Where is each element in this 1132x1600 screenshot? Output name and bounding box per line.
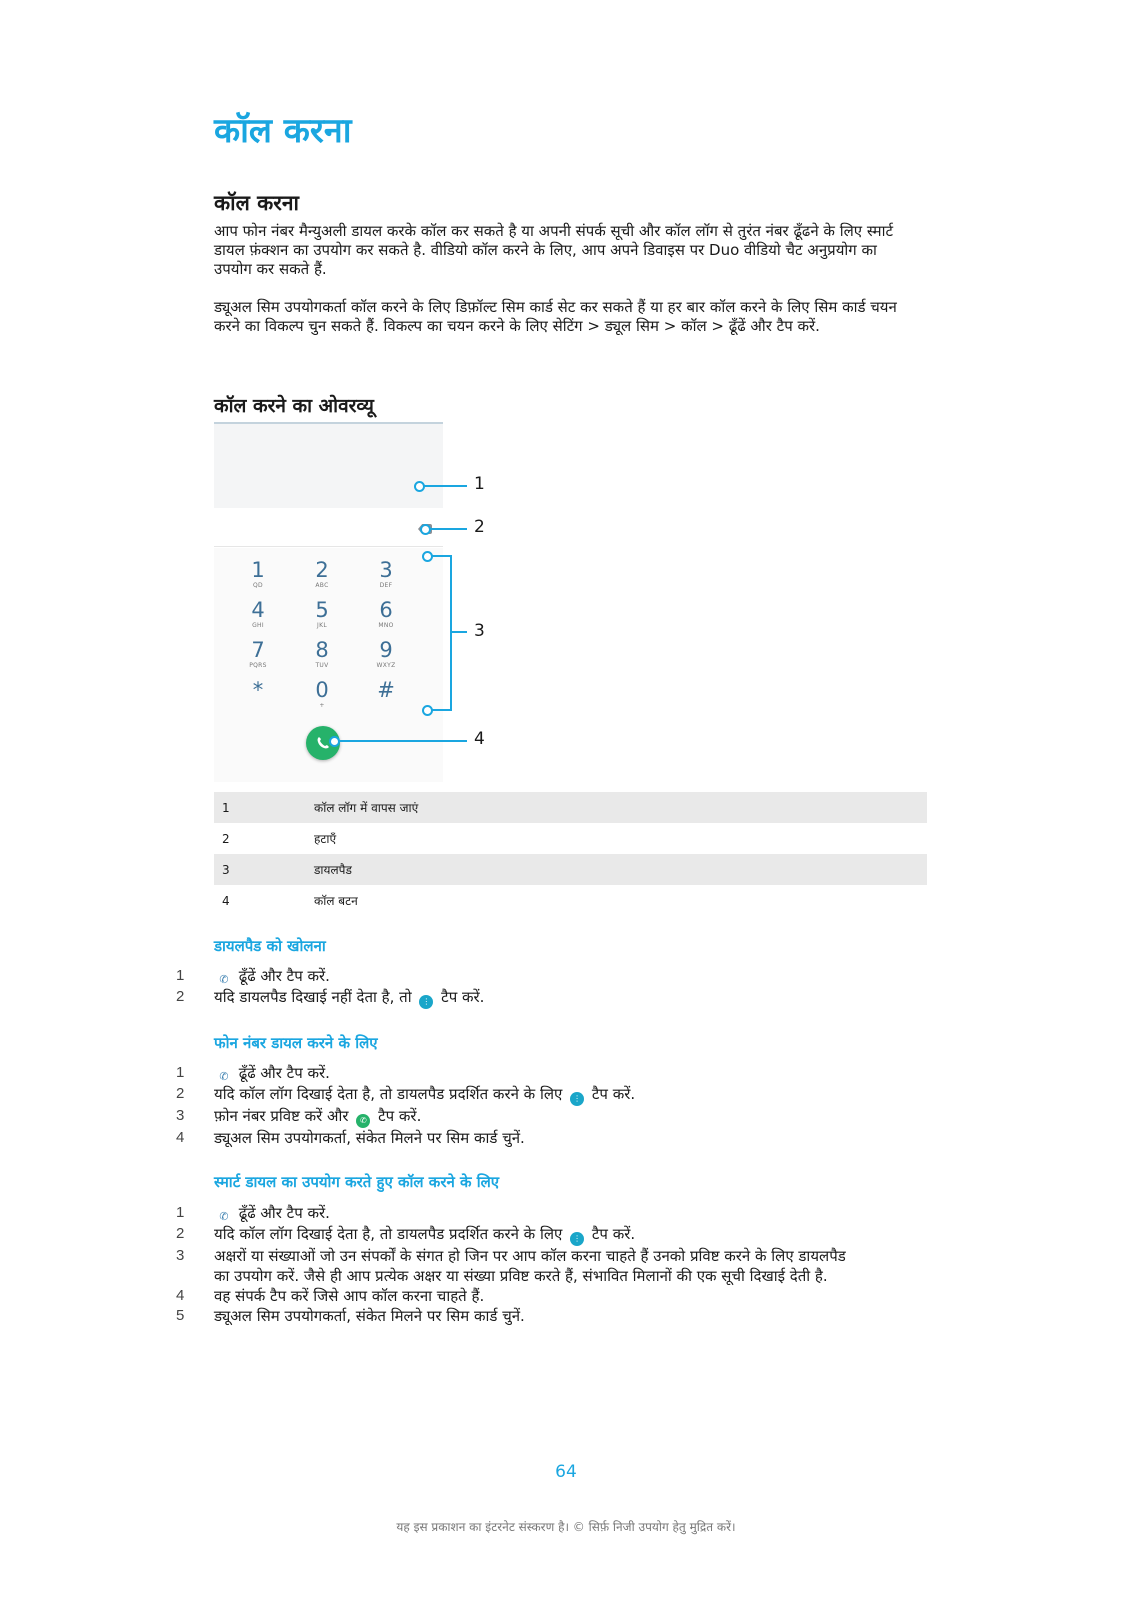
phone-app-icon: ✆ xyxy=(217,973,231,987)
step-text: टैप करें. xyxy=(587,1225,636,1243)
call-log-panel xyxy=(214,422,443,509)
key-digit: 5 xyxy=(315,598,329,622)
dialpad-key xyxy=(366,678,406,702)
dialpad-key xyxy=(238,638,278,670)
legend-row xyxy=(214,854,927,885)
dialpad-key xyxy=(366,558,406,590)
step-text: टैप करें. xyxy=(373,1107,422,1125)
procedure-step xyxy=(176,1203,864,1224)
key-letters: QD xyxy=(253,582,263,589)
legend-label: कॉल बटन xyxy=(314,894,358,908)
phone-app-icon: ✆ xyxy=(217,1070,231,1084)
legend-label: कॉल लॉग में वापस जाएं xyxy=(314,792,927,823)
key-digit: # xyxy=(377,678,395,702)
procedure-step xyxy=(176,987,864,1009)
step-number: 4 xyxy=(176,1287,185,1304)
procedure-step xyxy=(176,1224,864,1246)
footer-note: यह इस प्रकाशन का इंटरनेट संस्करण है। © सिर्फ़ निजी उपयोग हेतु मुद्रित करें। xyxy=(396,1520,736,1534)
step-text: ढूँढें और टैप करें. xyxy=(234,1204,330,1222)
key-letters: WXYZ xyxy=(376,662,396,669)
step-text: ढूँढें और टैप करें. xyxy=(234,1064,330,1082)
key-letters: MNO xyxy=(378,622,394,629)
number-input-row xyxy=(214,508,443,547)
dialer-figure xyxy=(214,422,443,782)
callout-line xyxy=(452,631,467,633)
key-digit: 1 xyxy=(251,558,265,582)
callout-number: 4 xyxy=(474,729,485,749)
callout-line xyxy=(338,740,467,742)
step-number: 3 xyxy=(176,1107,185,1124)
procedure-steps xyxy=(176,966,864,1009)
dialpad-key xyxy=(238,598,278,630)
legend-row xyxy=(214,823,927,854)
legend-number: 2 xyxy=(222,831,230,846)
procedure-steps xyxy=(176,1203,864,1326)
step-number: 1 xyxy=(176,1204,185,1221)
phone-app-icon: ✆ xyxy=(217,1210,231,1224)
callout-line xyxy=(423,485,467,487)
key-digit: 7 xyxy=(251,638,265,662)
key-digit: 9 xyxy=(379,638,393,662)
step-text: ड्यूअल सिम उपयोगकर्ता, संकेत मिलने पर सिम कार्ड चुनें. xyxy=(214,1129,525,1147)
procedure-step xyxy=(176,1286,864,1306)
key-letters: DEF xyxy=(379,582,393,589)
legend-label: डायलपैड xyxy=(314,854,927,885)
key-letters: PQRS xyxy=(249,662,267,669)
step-text: टैप करें. xyxy=(587,1085,636,1103)
step-number: 1 xyxy=(176,967,185,984)
intro-paragraph: ड्यूअल सिम उपयोगकर्ता कॉल करने के लिए डिफ़ॉल्ट सिम कार्ड सेट कर सकते हैं या हर बार कॉल करने के लिए सिम कार्ड चयन करने का विकल्प चुन सकते हैं. विकल्प का चयन करने के लिए सेटिंग > ड्यूल सिम > कॉल > ढूँढें और टैप करें. xyxy=(214,298,897,335)
key-letters: TUV xyxy=(315,662,329,669)
callout-number: 3 xyxy=(474,621,485,641)
dialpad-key xyxy=(238,558,278,590)
step-text: यदि डायलपैड दिखाई नहीं देता है, तो xyxy=(214,988,417,1006)
procedure-step xyxy=(176,1106,864,1128)
dialpad-icon: ⋮ xyxy=(419,995,433,1009)
procedure-steps xyxy=(176,1063,864,1148)
procedure-step xyxy=(176,966,864,987)
step-text: यदि कॉल लॉग दिखाई देता है, तो डायलपैड प्रदर्शित करने के लिए xyxy=(214,1085,568,1103)
callout-number: 2 xyxy=(474,517,485,537)
dialpad-key xyxy=(302,678,342,710)
step-number: 3 xyxy=(176,1247,185,1264)
procedure-step xyxy=(176,1063,864,1084)
callout-line xyxy=(431,555,452,557)
step-text: अक्षरों या संख्याओं जो उन संपर्कों के संगत हो जिन पर आप कॉल करना चाहते हैं उनको प्रविष्ट करने के लिए डायलपैड का उपयोग करें. जैसे ही आप प्रत्येक अक्षर या संख्या प्रविष्ट करते हैं, संभावित मिलानों की एक सूची दिखाई देती है. xyxy=(214,1247,846,1285)
legend-number: 4 xyxy=(222,893,230,908)
procedure-title: स्मार्ट डायल का उपयोग करते हुए कॉल करने के लिए xyxy=(214,1173,500,1191)
legend-number: 1 xyxy=(214,792,314,823)
call-icon: ✆ xyxy=(356,1114,370,1128)
key-letters: + xyxy=(319,702,325,709)
callout-line xyxy=(429,528,467,530)
key-digit: 3 xyxy=(379,558,393,582)
step-text: वह संपर्क टैप करें जिसे आप कॉल करना चाहते हैं. xyxy=(214,1287,485,1305)
dialpad-key xyxy=(302,558,342,590)
procedure-title: फोन नंबर डायल करने के लिए xyxy=(214,1034,378,1052)
intro-paragraph: आप फोन नंबर मैन्युअली डायल करके कॉल कर सकते है या अपनी संपर्क सूची और कॉल लॉग से तुरंत नंबर ढूँढने के लिए स्मार्ट डायल फ़ंक्शन का उपयोग कर सकते है. वीडियो कॉल करने के लिए, आप अपने डिवाइस पर Duo वीडियो चैट अनुप्रयोग का उपयोग कर सकते हैं. xyxy=(214,222,894,278)
key-letters: JKL xyxy=(317,622,327,629)
dialpad-icon: ⋮ xyxy=(570,1092,584,1106)
step-number: 4 xyxy=(176,1129,185,1146)
step-text: ढूँढें और टैप करें. xyxy=(234,967,330,985)
legend-label: हटाएँ xyxy=(314,832,337,846)
step-text: टैप करें. xyxy=(436,988,485,1006)
step-number: 2 xyxy=(176,1225,185,1242)
legend-row xyxy=(214,792,927,823)
step-text: फ़ोन नंबर प्रविष्ट करें और xyxy=(214,1107,354,1125)
key-letters: GHI xyxy=(252,622,264,629)
legend-row xyxy=(214,885,927,916)
dialpad-key xyxy=(238,678,278,702)
key-digit: 8 xyxy=(315,638,329,662)
section-title: कॉल करना xyxy=(214,191,299,215)
procedure-step xyxy=(176,1246,864,1286)
page-number: 64 xyxy=(555,1462,577,1482)
procedure-step xyxy=(176,1128,864,1148)
overview-title: कॉल करने का ओवरव्यू xyxy=(214,395,374,417)
key-digit: 4 xyxy=(251,598,265,622)
chapter-title: कॉल करना xyxy=(214,111,352,151)
legend-number: 3 xyxy=(214,854,314,885)
procedure-title: डायलपैड को खोलना xyxy=(214,937,326,955)
step-number: 2 xyxy=(176,988,185,1005)
dialpad-key xyxy=(366,638,406,670)
dialpad-icon: ⋮ xyxy=(570,1232,584,1246)
legend-table xyxy=(214,792,927,916)
step-number: 1 xyxy=(176,1064,185,1081)
step-text: यदि कॉल लॉग दिखाई देता है, तो डायलपैड प्रदर्शित करने के लिए xyxy=(214,1225,568,1243)
step-text: ड्यूअल सिम उपयोगकर्ता, संकेत मिलने पर सिम कार्ड चुनें. xyxy=(214,1307,525,1325)
dialpad-key xyxy=(302,638,342,670)
key-digit: 6 xyxy=(379,598,393,622)
callout-line xyxy=(431,709,452,711)
dialpad-key xyxy=(302,598,342,630)
callout-number: 1 xyxy=(474,474,485,494)
key-digit: 2 xyxy=(315,558,329,582)
key-digit: * xyxy=(252,678,264,702)
procedure-step xyxy=(176,1306,864,1326)
step-number: 2 xyxy=(176,1085,185,1102)
key-digit: 0 xyxy=(315,678,329,702)
procedure-step xyxy=(176,1084,864,1106)
dialpad-key xyxy=(366,598,406,630)
key-letters: ABC xyxy=(315,582,329,589)
step-number: 5 xyxy=(176,1307,185,1324)
